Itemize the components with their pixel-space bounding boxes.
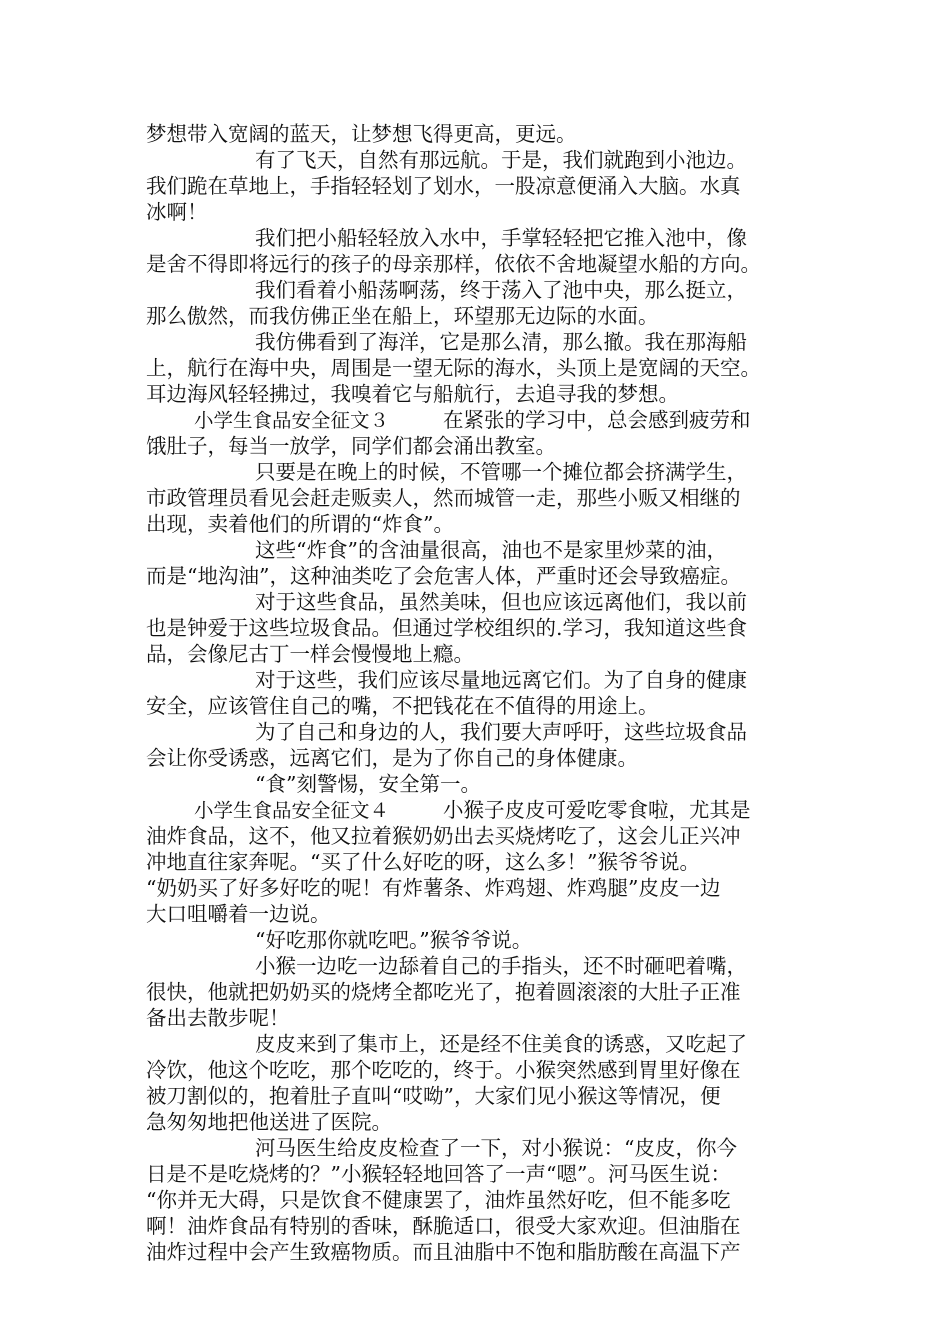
paragraph-line: “奶奶买了好多好吃的呢！有炸薯条、炸鸡翅、炸鸡腿”皮皮一边 (146, 876, 721, 900)
paragraph-line: 梦想带入宽阔的蓝天，让梦想飞得更高，更远。 (146, 122, 577, 146)
section-heading-line (146, 407, 818, 433)
paragraph-line: “你并无大碍，只是饮食不健康罢了，油炸虽然好吃，但不能多吃 (146, 1188, 731, 1212)
paragraph-line: 是舍不得即将远行的孩子的母亲那样，依依不舍地凝望水船的方向。 (146, 252, 761, 276)
paragraph-first-line: 我仿佛看到了海洋，它是那么清，那么撤。我在那海船 (255, 330, 747, 354)
paragraph-text: 在紧张的学习中，总会感到疲劳和 (443, 408, 751, 432)
paragraph-line: 会让你受诱惑，远离它们，是为了你自己的身体健康。 (146, 746, 638, 770)
paragraph-first-line: 有了飞天，自然有那远航。于是，我们就跑到小池边。 (255, 148, 747, 172)
paragraph-line: 也是钟爱于这些垃圾食品。但通过学校组织的.学习，我知道这些食 (146, 616, 748, 640)
paragraph-first-line: 皮皮来到了集市上，还是经不住美食的诱惑，又吃起了 (255, 1032, 747, 1056)
paragraph-line: 油炸过程中会产生致癌物质。而且油脂中不饱和脂肪酸在高温下产 (146, 1240, 741, 1264)
paragraph-first-line: 小猴一边吃一边舔着自己的手指头，还不时砸吧着嘴， (255, 954, 747, 978)
paragraph-first-line: 对于这些，我们应该尽量地远离它们。为了自身的健康 (255, 668, 747, 692)
paragraph-first-line: 对于这些食品，虽然美味，但也应该远离他们，我以前 (255, 590, 747, 614)
paragraph-line: 急匆匆地把他送进了医院。 (146, 1110, 392, 1134)
section-heading-line (146, 797, 818, 823)
section-title: 小学生食品安全征文３ (194, 410, 390, 432)
paragraph-line: 出现，卖着他们的所谓的“炸食”。 (146, 512, 454, 536)
paragraph-line: 大口咀嚼着一边说。 (146, 902, 331, 926)
paragraph-first-line: 河马医生给皮皮检查了一下，对小猴说：“皮皮，你今 (255, 1136, 737, 1160)
paragraph-line: 日是不是吃烧烤的？”小猴轻轻地回答了一声“嗯”。河马医生说： (146, 1162, 731, 1186)
paragraph-first-line: 这些“炸食”的含油量很高，油也不是家里炒菜的油， (255, 538, 727, 562)
paragraph-line: 被刀割似的，抱着肚子直叫“哎呦”，大家们见小猴这等情况，便 (146, 1084, 721, 1108)
paragraph-line: 啊！油炸食品有特别的香味，酥脆适口，很受大家欢迎。但油脂在 (146, 1214, 741, 1238)
paragraph-first-line: “好吃那你就吃吧。”猴爷爷说。 (255, 928, 533, 952)
paragraph-line: 那么傲然，而我仿佛正坐在船上，环望那无边际的水面。 (146, 304, 659, 328)
paragraph-text: 小猴子皮皮可爱吃零食啦，尤其是 (443, 798, 751, 822)
paragraph-first-line: 我们把小船轻轻放入水中，手掌轻轻把它推入池中，像 (255, 226, 747, 250)
paragraph-line: 而是“地沟油”，这种油类吃了会危害人体，严重时还会导致癌症。 (146, 564, 741, 588)
paragraph-line: 饿肚子，每当一放学，同学们都会涌出教室。 (146, 434, 556, 458)
paragraph-first-line: 我们看着小船荡啊荡，终于荡入了池中央，那么挺立， (255, 278, 747, 302)
paragraph-first-line: 为了自己和身边的人，我们要大声呼吁，这些垃圾食品 (255, 720, 747, 744)
paragraph-first-line: 只要是在晚上的时候，不管哪一个摊位都会挤满学生， (255, 460, 747, 484)
paragraph-line: 品，会像尼古丁一样会慢慢地上瘾。 (146, 642, 474, 666)
paragraph-line: 很快，他就把奶奶买的烧烤全都吃光了，抱着圆滚滚的大肚子正准 (146, 980, 741, 1004)
paragraph-line: 备出去散步呢！ (146, 1006, 290, 1030)
document-body (146, 121, 818, 1265)
paragraph-line: 安全，应该管住自己的嘴，不把钱花在不值得的用途上。 (146, 694, 659, 718)
paragraph-line: 冲地直往家奔呢。“买了什么好吃的呀，这么多！”猴爷爷说。 (146, 850, 700, 874)
section-title: 小学生食品安全征文４ (194, 800, 390, 822)
paragraph-line: 冷饮，他这个吃吃，那个吃吃的，终于。小猴突然感到胃里好像在 (146, 1058, 741, 1082)
paragraph-line: 冰啊！ (146, 200, 208, 224)
paragraph-line: 上，航行在海中央，周围是一望无际的海水，头顶上是宽阔的天空。 (146, 356, 761, 380)
paragraph-line: 我们跪在草地上，手指轻轻划了划水，一股凉意便涌入大脑。水真 (146, 174, 741, 198)
paragraph-line: 油炸食品，这不，他又拉着猴奶奶出去买烧烤吃了，这会儿正兴冲 (146, 824, 741, 848)
paragraph-line: 市政管理员看见会赶走贩卖人，然而城管一走，那些小贩又相继的 (146, 486, 741, 510)
paragraph-line: 耳边海风轻轻拂过，我嗅着它与船航行，去追寻我的梦想。 (146, 382, 679, 406)
paragraph-first-line: “食”刻警惕，安全第一。 (255, 772, 481, 796)
